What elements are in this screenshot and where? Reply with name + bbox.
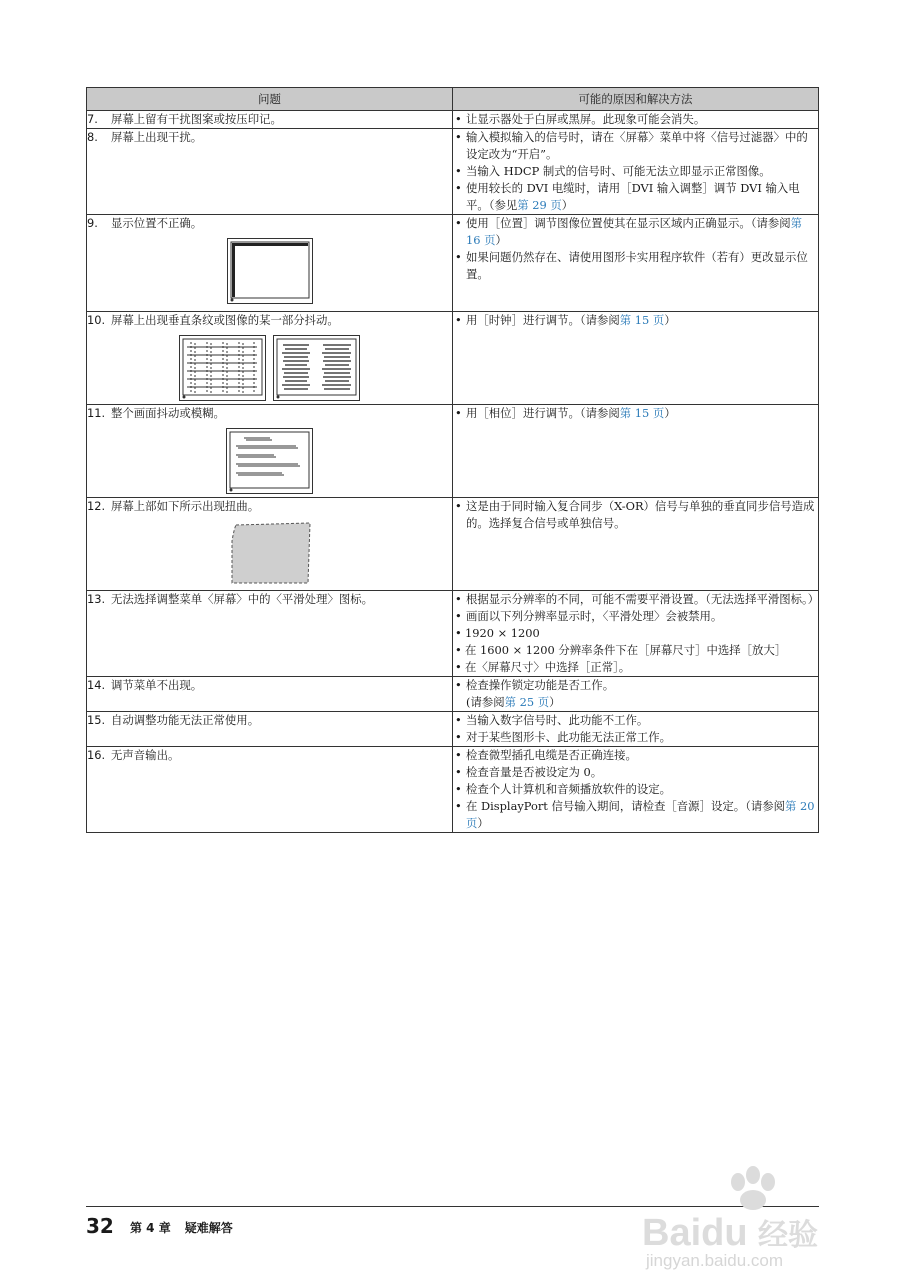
row-number: 15. [87,713,106,727]
problem-text: 无声音输出。 [111,748,180,762]
resolution-sub-bullet: • 1920 × 1200 [453,625,818,642]
problem-text: 无法选择调整菜单〈屏幕〉中的〈平滑处理〉图标。 [111,592,373,606]
problem-text: 屏幕上部如下所示出现扭曲。 [111,499,260,513]
problem-cell [87,405,453,498]
solution-cell [453,215,819,312]
solution-bullet-tail: ） [664,406,676,420]
problem-cell [87,712,453,747]
chapter-title: 疑难解答 [184,1221,233,1235]
table-row [87,591,819,677]
watermark-brand: Baidu [642,1212,748,1254]
solution-bullet [453,677,818,711]
solution-cell [453,405,819,498]
table-row [87,312,819,405]
row-number: 13. [87,592,106,606]
solution-bullet: • 如果问题仍然存在、请使用图形卡实用程序软件（若有）更改显示位置。 [453,249,818,283]
monitor-vertical-stripes-illustration [179,335,266,401]
solution-bullet [453,215,818,249]
problem-text: 屏幕上出现干扰。 [111,130,203,144]
table-row [87,712,819,747]
solution-cell [453,677,819,712]
page-reference-link[interactable]: 第 20 页 [466,799,815,830]
problem-text: 调节菜单不出现。 [111,678,203,692]
row-number: 8. [87,130,98,144]
baidu-jingyan-watermark [640,1160,840,1270]
monitor-jitter-illustration [273,335,360,401]
solution-bullet: • 检查微型插孔电缆是否正确连接。 [453,747,818,764]
column-header-solution: 可能的原因和解决方法 [453,88,819,111]
table-row [87,498,819,591]
row-number: 14. [87,678,106,692]
resolution-sub-bullet: • 在 1600 × 1200 分辨率条件下在［屏幕尺寸］中选择［放大］ [453,642,818,659]
solution-bullet-tail: ） [477,816,489,830]
table-row [87,405,819,498]
resolution-sub-bullet: • 在〈屏幕尺寸〉中选择［正常］。 [453,659,818,676]
monitor-blurry-illustration [226,428,313,494]
solution-note-tail: ） [549,695,561,709]
solution-bullet-tail: ） [561,198,574,212]
row-number: 10. [87,313,106,327]
problem-cell [87,312,453,405]
solution-bullet: • 这是由于同时输入复合同步（X-OR）信号与单独的垂直同步信号造成的。选择复合信号或单独信号。 [453,498,818,532]
solution-bullet-text: 用［时钟］进行调节。（请参阅 [466,313,620,327]
solution-bullet [453,405,818,422]
solution-bullet-text: 检查操作锁定功能是否工作。 [466,678,615,692]
solution-cell [453,129,819,215]
solution-bullet-text: 用［相位］进行调节。（请参阅 [466,406,620,420]
solution-bullet: • 对于某些图形卡、此功能无法正常工作。 [453,729,818,746]
problem-cell [87,498,453,591]
resolution-sublist [453,625,818,676]
column-header-problem: 问题 [87,88,453,111]
solution-bullet: • 检查音量是否被设定为 0。 [453,764,818,781]
row-number: 9. [87,216,98,230]
solution-bullet: • 当输入 HDCP 制式的信号时、可能无法立即显示正常图像。 [453,163,818,180]
table-row [87,111,819,129]
chapter-number: 第 4 章 [130,1221,171,1235]
problem-cell [87,215,453,312]
vertical-stripes-figure [87,335,452,401]
solution-bullet-text: 在 DisplayPort 信号输入期间，请检查［音源］设定。（请参阅 [466,799,786,813]
solution-cell [453,747,819,833]
chapter-heading [130,1219,247,1236]
troubleshooting-table [86,87,819,833]
solution-cell [453,712,819,747]
distorted-screen-figure [87,521,452,585]
table-row [87,677,819,712]
blurry-screen-figure [87,428,452,494]
solution-bullet: • 检查个人计算机和音频播放软件的设定。 [453,781,818,798]
row-number: 12. [87,499,106,513]
watermark-url: jingyan.baidu.com [646,1251,784,1270]
solution-cell [453,312,819,405]
row-number: 7. [87,112,98,126]
shifted-position-figure [87,238,452,304]
problem-cell [87,129,453,215]
page-reference-link[interactable]: 第 25 页 [504,695,550,709]
problem-text: 自动调整功能无法正常使用。 [111,713,260,727]
monitor-illustration [227,238,313,304]
solution-bullet-text: 使用［位置］调节图像位置使其在显示区域内正确显示。（请参阅 [466,216,791,230]
page-reference-link[interactable]: 第 29 页 [517,198,562,212]
problem-cell [87,747,453,833]
solution-cell [453,591,819,677]
solution-cell [453,498,819,591]
solution-bullet: • 当输入数字信号时、此功能不工作。 [453,712,818,729]
solution-bullet [453,312,818,329]
table-header-row [87,88,819,111]
solution-bullet: • 画面以下列分辨率显示时，〈平滑处理〉会被禁用。 [453,608,818,625]
solution-bullet-tail: ） [495,233,507,247]
table-row [87,215,819,312]
problem-text: 屏幕上留有干扰图案或按压印记。 [111,112,282,126]
watermark-brand-cn: 经验 [758,1218,818,1253]
table-row [87,129,819,215]
solution-bullet-tail: ） [664,313,676,327]
solution-bullet: • 输入模拟输入的信号时，请在〈屏幕〉菜单中将〈信号过滤器〉中的设定改为“开启”。 [453,129,818,163]
problem-text: 整个画面抖动或模糊。 [111,406,225,420]
solution-bullet: • 根据显示分辨率的不同，可能不需要平滑设置。（无法选择平滑图标。） [453,591,818,608]
problem-cell [87,111,453,129]
table-row [87,747,819,833]
row-number: 16. [87,748,106,762]
row-number: 11. [87,406,106,420]
problem-cell [87,591,453,677]
problem-text: 显示位置不正确。 [111,216,203,230]
page-reference-link[interactable]: 第 15 页 [619,313,665,327]
solution-bullet: • 让显示器处于白屏或黑屏。此现象可能会消失。 [453,111,818,128]
solution-cell [453,111,819,129]
distorted-screen-illustration [228,521,312,585]
solution-bullet-text: 使用较长的 DVI 电缆时，请用［DVI 输入调整］调节 DVI 输入电平。（参见 [466,181,800,212]
solution-bullet [453,180,818,214]
problem-text: 屏幕上出现垂直条纹或图像的某一部分抖动。 [111,313,339,327]
page-number: 32 [86,1214,114,1238]
solution-note: (请参阅 [466,695,505,709]
solution-bullet [453,798,818,832]
problem-cell [87,677,453,712]
page-reference-link[interactable]: 第 16 页 [466,216,803,247]
page-reference-link[interactable]: 第 15 页 [619,406,665,420]
